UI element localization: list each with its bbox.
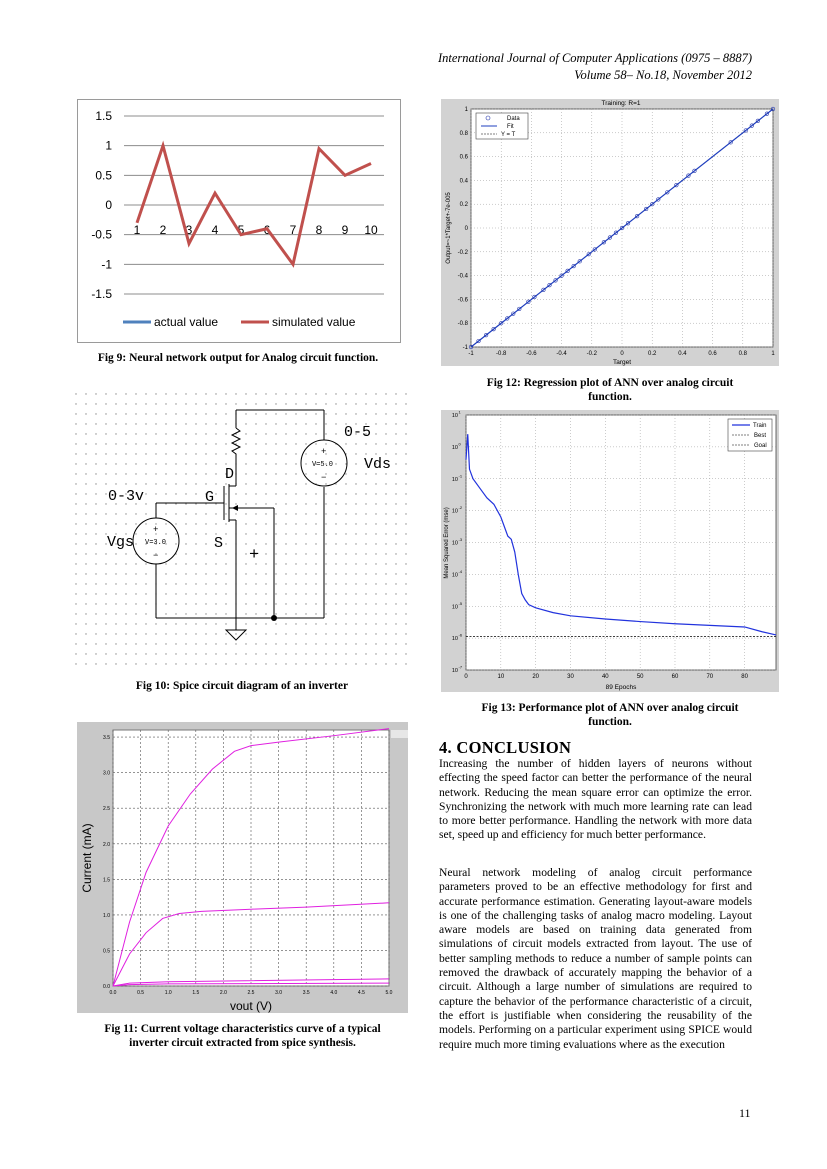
fig11-chart: [77, 722, 408, 1013]
legend-simulated-label: simulated value: [272, 315, 356, 329]
fig12-plot: [441, 99, 779, 366]
x-tick-label: -0.2: [586, 351, 597, 357]
y-tick-label: 10: [451, 413, 458, 419]
y-tick-label: -0.6: [457, 297, 468, 304]
y-tick-label: -1: [462, 345, 468, 351]
fig13-caption-line1: Fig 13: Performance plot of ANN over analog circuit: [481, 702, 739, 714]
fig12-caption-line2: function.: [588, 391, 632, 403]
y-tick-label: 0: [105, 198, 112, 212]
y-tick-label: 2.0: [103, 841, 110, 848]
fig11-caption: [77, 1022, 408, 1050]
fig12-xlabel: Target: [612, 359, 632, 366]
y-tick-label: 10: [451, 636, 458, 643]
gate-label: G: [205, 489, 215, 506]
y-tick-label: 3.0: [103, 770, 110, 777]
y-tick-label: 0.5: [103, 948, 110, 955]
y-tick-label: 1.5: [103, 877, 110, 884]
x-tick-label: 3.0: [275, 990, 283, 996]
conclusion-heading: 4. CONCLUSION: [439, 738, 572, 757]
node-dot: [271, 615, 277, 621]
fig12-caption: [441, 376, 779, 404]
fig11-caption-line2: inverter circuit extracted from spice synthesis.: [129, 1037, 356, 1049]
fig13-caption: [441, 701, 779, 729]
x-tick-label: 3.5: [302, 990, 310, 996]
y-tick-label: -0.5: [91, 227, 112, 242]
x-tick-label: 0: [620, 351, 624, 357]
fig9-caption: Fig 9: Neural network output for Analog circuit function.: [97, 352, 379, 364]
y-tick-label: 1: [105, 138, 112, 153]
fig13-ylabel: Mean Squared Error (mse): [444, 507, 450, 579]
x-tick-label: 1.0: [164, 990, 172, 996]
x-tick-label: 10: [497, 674, 505, 680]
fig12-title: Training: R=1: [601, 100, 641, 107]
y-tick-label: 0.4: [459, 178, 468, 185]
x-tick-label: 0.0: [109, 990, 117, 996]
x-tick-label: 0.4: [678, 351, 687, 357]
y-tick-exponent: -3: [458, 537, 463, 542]
y-tick-label: 0.5: [95, 168, 112, 183]
x-tick-label: -1: [468, 351, 474, 357]
x-tick-label: 5: [237, 223, 245, 237]
legend-fit: Fit: [507, 124, 514, 130]
x-tick-label: 1: [771, 351, 775, 357]
y-tick-label: -0.2: [457, 249, 468, 256]
y-tick-exponent: -7: [458, 664, 463, 670]
y-tick-label: 0: [464, 226, 468, 232]
x-tick-label: 0: [464, 674, 468, 680]
x-tick-label: 2: [159, 223, 167, 237]
y-tick-label: -0.8: [457, 321, 468, 328]
legend-yt: Y = T: [501, 132, 516, 138]
x-tick-label: 0.6: [708, 351, 717, 357]
x-tick-label: 2.5: [247, 990, 255, 996]
fig12-ylabel: Output=~1*Target+-7e-005: [446, 192, 452, 264]
legend-best: Best: [754, 433, 767, 439]
fig11-ylabel: Current (mA): [80, 823, 94, 893]
y-tick-label: 0.8: [459, 130, 468, 137]
vgs-source-value: V=3.0: [145, 539, 167, 547]
vds-range-label: 0-5: [344, 424, 372, 441]
x-tick-label: 3: [185, 223, 193, 237]
fig13-plot: [441, 410, 779, 692]
y-tick-exponent: 0: [458, 441, 461, 447]
y-tick-label: 1.0: [103, 912, 110, 919]
y-tick-label: 0.6: [459, 154, 468, 161]
page-number: 11: [739, 1106, 751, 1120]
journal-volume: Volume 58– No.18, November 2012: [574, 68, 752, 82]
x-tick-label: 30: [567, 674, 574, 680]
legend-goal: Goal: [754, 443, 767, 449]
x-tick-label: 0.8: [738, 351, 747, 357]
fig10-circuit: [74, 392, 408, 666]
x-tick-label: 50: [636, 674, 644, 680]
fig12-chart: [441, 99, 779, 366]
fig12-caption-line1: Fig 12: Regression plot of ANN over analog circuit: [486, 377, 734, 389]
y-tick-exponent: 1: [458, 410, 461, 415]
conclusion-para2: Neural network modeling of analog circuit performance parameters proved to be an effective methodology for first and accurate performance estimation. Generating layout-aware models is one of the challenging tasks of analog macro modeling. Layout aware models are based on training data generated from simulations of circuit models extracted from layout. The use of better sampling methods to reduce a number of sample points can removed the drawback of accurately mapping the behavior of a circuit. Although a large number of simulations are required to capture the behavior of the performance characteristic of a circuit, the effort is justifiable when considering the reusability of the models. Performing on a particular experiment using SPICE would require much more timing evaluations where as the execution: [439, 866, 752, 1051]
y-tick-label: 10: [451, 572, 458, 579]
y-tick-label: 10: [451, 476, 458, 483]
vds-label: Vds: [364, 456, 392, 473]
y-tick-label: 1.5: [95, 109, 112, 123]
y-tick-exponent: -5: [458, 600, 463, 606]
y-tick-exponent: -6: [458, 632, 463, 638]
x-tick-label: 10: [364, 223, 378, 237]
y-tick-label: 0.2: [459, 202, 468, 209]
legend-data: Data: [507, 116, 520, 122]
y-tick-label: 10: [451, 508, 458, 515]
x-tick-label: 70: [706, 674, 714, 680]
svg-text:−: −: [321, 473, 327, 483]
running-header: [352, 50, 752, 84]
fig9-plot: [78, 100, 400, 342]
x-tick-label: -0.4: [556, 351, 567, 357]
y-tick-label: 10: [451, 444, 458, 451]
journal-title: International Journal of Computer Applications (0975 – 8887): [438, 51, 752, 65]
x-tick-label: 0.2: [648, 351, 657, 357]
y-tick-label: 0.0: [103, 984, 110, 990]
x-tick-label: 1: [133, 223, 141, 237]
legend-train: Train: [753, 423, 767, 429]
vgs-range-label: 0-3v: [108, 488, 145, 505]
x-tick-label: 7: [289, 223, 297, 237]
fig13-caption-line2: function.: [588, 716, 632, 728]
x-tick-label: 4.5: [357, 990, 365, 996]
fig9-chart: [77, 99, 401, 343]
x-tick-label: 9: [341, 223, 349, 237]
circuit-diagram: [74, 392, 408, 666]
svg-text:+: +: [321, 447, 327, 457]
legend-actual-label: actual value: [154, 315, 219, 329]
y-tick-label: -1.5: [91, 287, 112, 301]
x-tick-label: 40: [601, 674, 609, 680]
x-tick-label: 20: [532, 674, 540, 680]
conclusion-para1: Increasing the number of hidden layers of neurons without effecting the speed factor can better the performance of the neural network. Reducing the mean square error can optimize the error. Synchronizing the network with much more learning rate can lead to more better performance. Handling the network with more data set, speed up and efficiency for much better performance.: [439, 757, 752, 842]
x-tick-label: -0.6: [526, 351, 537, 357]
y-tick-exponent: -4: [458, 568, 463, 574]
y-tick-label: 3.5: [103, 735, 110, 742]
fig10-caption: Fig 10: Spice circuit diagram of an inverter: [135, 680, 349, 692]
svg-text:−: −: [153, 551, 159, 561]
x-tick-label: 5.0: [385, 990, 393, 996]
x-tick-label: 60: [671, 674, 679, 680]
x-tick-label: 4.0: [330, 990, 338, 996]
svg-text:+: +: [153, 525, 159, 535]
x-tick-label: 0.5: [137, 990, 145, 996]
x-tick-label: 6: [263, 223, 271, 237]
y-tick-label: -0.4: [457, 273, 468, 280]
y-tick-label: 2.5: [103, 806, 110, 813]
fig13-xlabel: 89 Epochs: [605, 684, 637, 691]
x-tick-label: 8: [315, 223, 323, 237]
y-tick-label: -1: [101, 257, 112, 272]
fig13-chart: [441, 410, 779, 692]
y-tick-label: 10: [451, 540, 458, 547]
fig11-xlabel: vout (V): [229, 999, 273, 1013]
x-tick-label: 2.0: [219, 990, 227, 996]
x-tick-label: 4: [211, 223, 219, 237]
y-tick-label: 1: [464, 107, 468, 113]
vgs-label: Vgs: [107, 534, 135, 551]
fig11-plot: [77, 722, 408, 1013]
fig11-caption-line1: Fig 11: Current voltage characteristics curve of a typical: [104, 1023, 381, 1035]
source-label: S: [214, 535, 224, 552]
x-tick-label: -0.8: [496, 351, 507, 357]
y-tick-label: 10: [451, 604, 458, 611]
drain-label: D: [225, 466, 235, 483]
vds-source-value: V=5.0: [312, 461, 334, 469]
x-tick-label: 80: [741, 674, 748, 680]
y-tick-label: 10: [451, 668, 458, 674]
y-tick-exponent: -1: [458, 473, 463, 479]
x-tick-label: 1.5: [192, 990, 200, 996]
plus-label: +: [249, 546, 260, 565]
y-tick-exponent: -2: [458, 505, 463, 511]
